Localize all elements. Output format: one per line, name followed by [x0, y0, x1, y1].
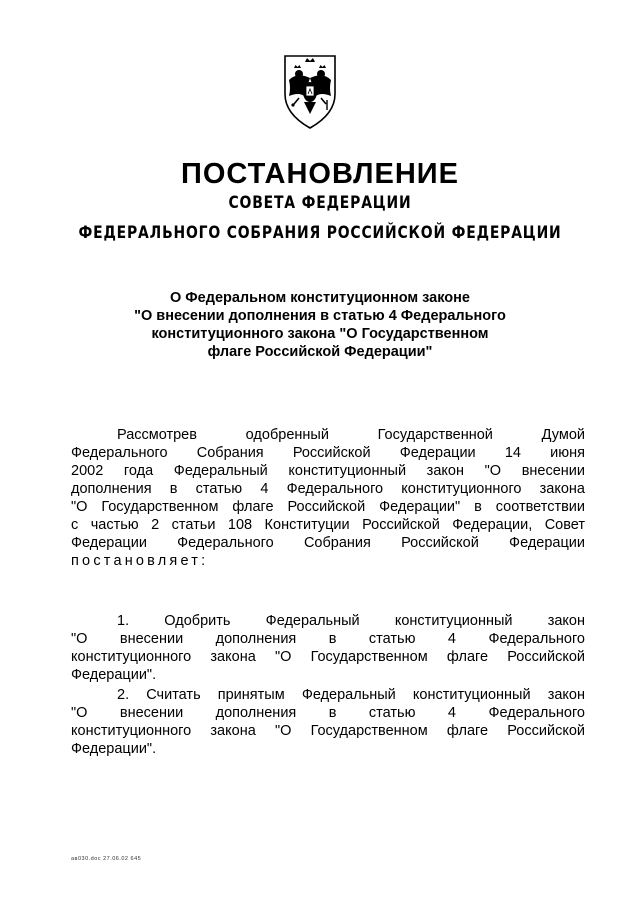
item-line: 1. Одобрить Федеральный конституционный закон	[117, 613, 585, 629]
coat-of-arms-icon	[277, 50, 343, 132]
item-line: Федерации".	[71, 741, 157, 757]
subject-line: конституционного закона "О Государственном	[151, 326, 489, 342]
item-line: конституционного закона "О Государственном флаге Российской	[71, 649, 585, 665]
issuer-line-2: ФЕДЕРАЛЬНОГО СОБРАНИЯ РОССИЙСКОЙ ФЕДЕРАЦИИ	[78, 223, 562, 243]
preamble-line: с частью 2 статьи 108 Конституции Российской Федерации, Совет	[71, 517, 585, 533]
document-subject	[90, 289, 550, 361]
item-line: "О внесении дополнения в статью 4 Федерального	[71, 705, 585, 721]
item-line: Федерации".	[71, 667, 157, 683]
preamble-line: Федерального Собрания Российской Федерации 14 июня	[71, 445, 585, 461]
subject-line: О Федеральном конституционном законе	[170, 290, 470, 306]
resolution-item-2	[71, 686, 585, 758]
item-line: конституционного закона "О Государственном флаге Российской	[71, 723, 585, 739]
resolves-word: постановляет:	[71, 553, 209, 569]
resolution-item-1	[71, 612, 585, 684]
document-type-title: ПОСТАНОВЛЕНИЕ	[181, 158, 459, 190]
subject-line: флаге Российской Федерации"	[207, 344, 433, 360]
preamble-line: дополнения в статью 4 Федерального конституционного закона	[71, 481, 585, 497]
issuer-line-1: СОВЕТА ФЕДЕРАЦИИ	[228, 193, 412, 213]
preamble-line: Федерации Федерального Собрания Российской Федерации	[71, 535, 585, 551]
item-line: "О внесении дополнения в статью 4 Федерального	[71, 631, 585, 647]
subject-line: "О внесении дополнения в статью 4 Федерального	[134, 308, 506, 324]
preamble-line: "О Государственном флаге Российской Федерации" в соответствии	[71, 499, 585, 515]
preamble-line: Рассмотрев одобренный Государственной Думой	[117, 427, 585, 443]
document-footer-code: ав030.doc 27.06.02 645	[71, 856, 142, 862]
preamble-line: 2002 года Федеральный конституционный закон "О внесении	[71, 463, 585, 479]
resolution-items	[71, 612, 585, 758]
preamble-paragraph	[71, 426, 585, 570]
item-line: 2. Считать принятым Федеральный конституционный закон	[117, 687, 585, 703]
